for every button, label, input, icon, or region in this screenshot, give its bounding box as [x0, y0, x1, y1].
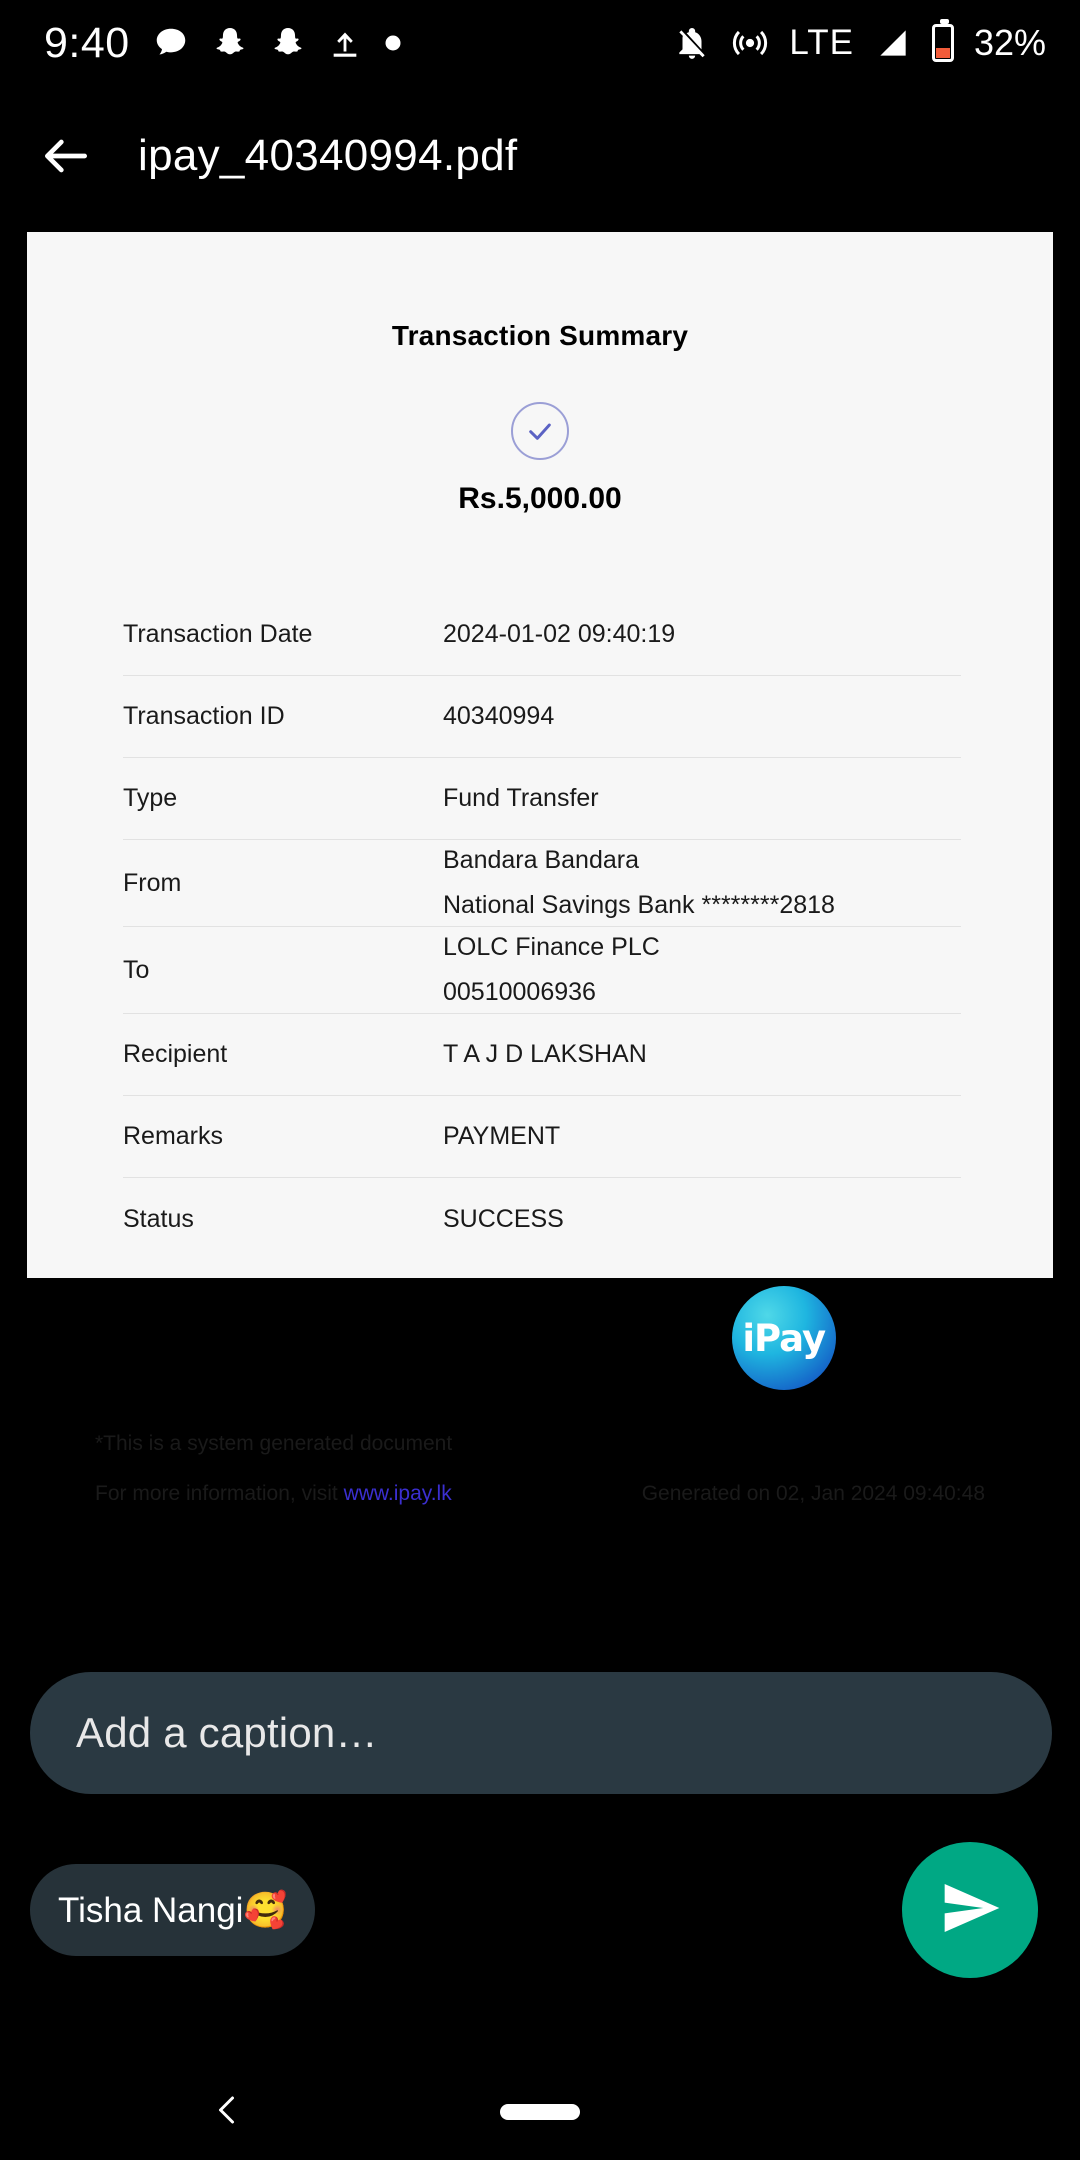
battery-low-icon: [932, 24, 954, 62]
row-value: [443, 620, 961, 649]
generated-on-label: Generated on 02, Jan 2024 09:40:48: [641, 1482, 985, 1505]
row-label: From: [123, 868, 182, 897]
row-value: [443, 702, 961, 731]
status-bar-right: [673, 22, 1046, 64]
send-icon: [938, 1876, 1002, 1945]
ipay-logo-icon: [732, 1286, 836, 1390]
row-value: [443, 1122, 961, 1151]
hotspot-icon: [731, 24, 769, 62]
performed-using-label: This transaction was performed using: [244, 1322, 714, 1353]
row-value: [443, 784, 961, 813]
ipay-website-link[interactable]: www.ipay.lk: [343, 1482, 452, 1505]
caption-placeholder: Add a caption…: [76, 1709, 378, 1756]
document-title: Transaction Summary: [391, 320, 689, 351]
table-row: [123, 1178, 961, 1260]
row-label: Transaction Date: [123, 620, 313, 648]
row-value: [443, 933, 961, 1007]
row-value-line1: PAYMENT: [443, 1122, 561, 1150]
row-value-line1: 2024-01-02 09:40:19: [443, 620, 676, 648]
table-row: [123, 594, 961, 676]
pdf-preview[interactable]: [27, 232, 1053, 1505]
row-label: Remarks: [123, 1122, 224, 1150]
chat-bubble-icon: [152, 24, 190, 62]
row-value-line1: T A J D LAKSHAN: [443, 1040, 647, 1068]
row-label: Type: [123, 784, 178, 812]
row-label: To: [123, 955, 150, 984]
nav-home-pill[interactable]: [500, 2104, 580, 2120]
send-button[interactable]: [902, 1842, 1038, 1978]
upload-icon: [328, 26, 362, 60]
snapchat-ghost-icon: [212, 25, 248, 61]
app-bar: [0, 86, 1080, 226]
row-value-line2: 00510006936: [443, 978, 596, 1006]
nav-back-icon[interactable]: [210, 2090, 246, 2130]
table-row: [123, 758, 961, 840]
row-label: Status: [123, 1204, 194, 1233]
signal-bars-icon: [874, 24, 912, 62]
table-row: [123, 676, 961, 758]
row-value: [443, 846, 961, 920]
transaction-amount: Rs.5,000.00: [458, 482, 622, 515]
row-value-line1: SUCCESS: [443, 1204, 564, 1233]
status-bar-left: [44, 19, 402, 68]
more-info-text: [95, 1482, 452, 1506]
dot-icon: [384, 34, 402, 52]
transaction-details-table: [123, 594, 961, 1260]
table-row: [123, 1014, 961, 1096]
recipient-chip[interactable]: [30, 1864, 315, 1956]
network-type-label: LTE: [789, 23, 854, 62]
row-value-line2: National Savings Bank ********2818: [443, 891, 835, 919]
ipay-logo-text: iPay: [742, 1316, 826, 1360]
performed-using-row: [27, 1286, 1053, 1390]
more-info-prefix: For more information, visit: [95, 1482, 344, 1505]
battery-percent-label: 32%: [973, 22, 1046, 63]
row-value: [443, 1040, 961, 1069]
document-footer: [95, 1432, 985, 1506]
row-label: Recipient: [123, 1040, 228, 1068]
row-value-line1: LOLC Finance PLC: [443, 933, 660, 961]
check-circle-icon: [511, 402, 569, 460]
page-title: ipay_40340994.pdf: [138, 131, 518, 180]
back-arrow-icon[interactable]: [38, 128, 94, 184]
caption-input[interactable]: [30, 1672, 1052, 1794]
table-row: [123, 1096, 961, 1178]
status-bar: [0, 0, 1080, 86]
notifications-off-icon: [673, 24, 711, 62]
footer-bottom-line: [95, 1482, 985, 1506]
row-label: Transaction ID: [123, 702, 285, 730]
snapchat-ghost-icon: [270, 25, 306, 61]
row-value-line1: 40340994: [443, 702, 555, 730]
recipient-chip-label: Tisha Nangi🥰: [58, 1890, 288, 1930]
row-value: [443, 1205, 961, 1234]
row-value-line1: Fund Transfer: [443, 784, 599, 812]
status-clock: 9:40: [44, 18, 130, 67]
table-row: [123, 840, 961, 927]
system-generated-note: *This is a system generated document: [95, 1432, 453, 1455]
row-value-line1: Bandara Bandara: [443, 846, 639, 874]
system-nav-bar: [0, 2064, 1080, 2160]
status-icon-wrap: [27, 402, 1053, 460]
table-row: [123, 927, 961, 1014]
